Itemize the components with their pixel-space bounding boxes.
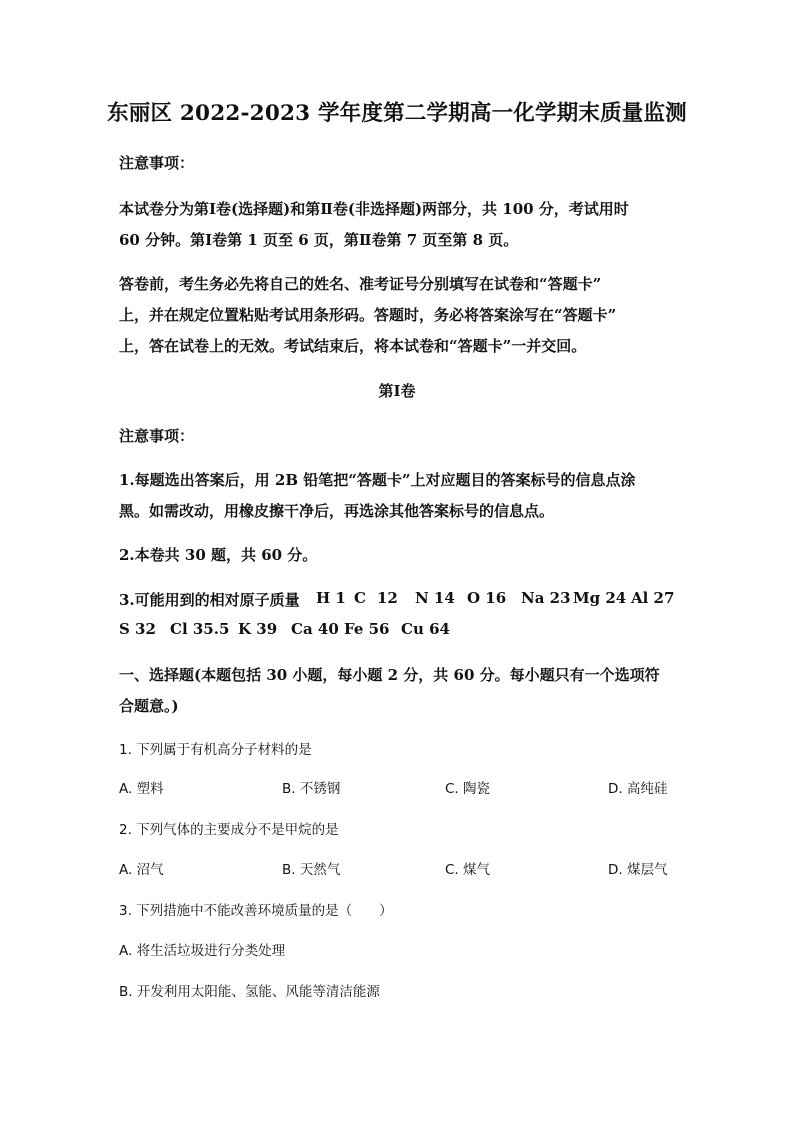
atomic-mass: Ca 40 xyxy=(291,620,339,638)
question-2-option-d[interactable]: D. 煤层气 xyxy=(608,862,668,878)
atomic-mass: K 39 xyxy=(238,620,278,638)
atomic-mass: Na 23 xyxy=(521,589,571,607)
question-1-option-d[interactable]: D. 高纯硅 xyxy=(608,781,668,797)
atomic-mass: Fe 56 xyxy=(344,620,390,638)
page-title: 东丽区 2022-2023 学年度第二学期高一化学期末质量监测 xyxy=(107,101,687,126)
question-2-option-a[interactable]: A. 沼气 xyxy=(119,862,164,878)
question-1-stem: 1. 下列属于有机高分子材料的是 xyxy=(119,742,312,758)
part1-heading-line2: 合题意。) xyxy=(119,697,179,715)
notice-para2-line1: 答卷前，考生务必先将自己的姓名、准考证号分别填写在试卷和“答题卡” xyxy=(119,275,602,293)
atomic-mass: Cl 35.5 xyxy=(170,620,230,638)
instruction-1-line2: 黑。如需改动，用橡皮擦干净后，再选涂其他答案标号的信息点。 xyxy=(119,502,555,520)
question-1-option-c[interactable]: C. 陶瓷 xyxy=(445,781,491,797)
atomic-mass: H 1 xyxy=(316,589,346,607)
atomic-mass: O 16 xyxy=(467,589,507,607)
notice-para2-line2: 上，并在规定位置粘贴考试用条形码。答题时，务必将答案涂写在“答题卡” xyxy=(119,306,617,324)
notice-para1-line1: 本试卷分为第Ⅰ卷(选择题)和第Ⅱ卷(非选择题)两部分，共 100 分，考试用时 xyxy=(119,200,629,218)
atomic-mass: C xyxy=(354,589,366,607)
instruction-2: 2.本卷共 30 题，共 60 分。 xyxy=(119,546,318,564)
question-1-option-b[interactable]: B. 不锈钢 xyxy=(282,781,341,797)
atomic-mass: 12 xyxy=(377,589,398,607)
notice-heading: 注意事项： xyxy=(119,154,195,172)
notice-para2-line3: 上，答在试卷上的无效。考试结束后，将本试卷和“答题卡”一并交回。 xyxy=(119,337,587,355)
section-heading: 第Ⅰ卷 xyxy=(378,382,416,400)
atomic-mass: Mg 24 xyxy=(573,589,627,607)
section-notice-heading: 注意事项： xyxy=(119,427,195,445)
instruction-1-line1: 1.每题选出答案后，用 2B 铅笔把“答题卡”上对应题目的答案标号的信息点涂 xyxy=(119,471,636,489)
question-3-option-a[interactable]: A. 将生活垃圾进行分类处理 xyxy=(119,943,286,959)
atomic-mass: S 32 xyxy=(119,620,156,638)
notice-para1-line2: 60 分钟。第Ⅰ卷第 1 页至 6 页，第Ⅱ卷第 7 页至第 8 页。 xyxy=(119,231,519,249)
question-2-stem: 2. 下列气体的主要成分不是甲烷的是 xyxy=(119,822,339,838)
question-2-option-b[interactable]: B. 天然气 xyxy=(282,862,341,878)
atomic-mass: Cu 64 xyxy=(401,620,450,638)
atomic-mass: N 14 xyxy=(415,589,455,607)
question-3-option-b[interactable]: B. 开发利用太阳能、氢能、风能等清洁能源 xyxy=(119,984,380,1000)
question-3-stem: 3. 下列措施中不能改善环境质量的是（ ） xyxy=(119,903,393,919)
instruction-3-label: 3.可能用到的相对原子质量 xyxy=(119,591,300,609)
atomic-mass: Al 27 xyxy=(631,589,675,607)
question-2-option-c[interactable]: C. 煤气 xyxy=(445,862,491,878)
question-1-option-a[interactable]: A. 塑料 xyxy=(119,781,164,797)
part1-heading-line1: 一、选择题(本题包括 30 小题，每小题 2 分，共 60 分。每小题只有一个选项符 xyxy=(119,666,660,684)
